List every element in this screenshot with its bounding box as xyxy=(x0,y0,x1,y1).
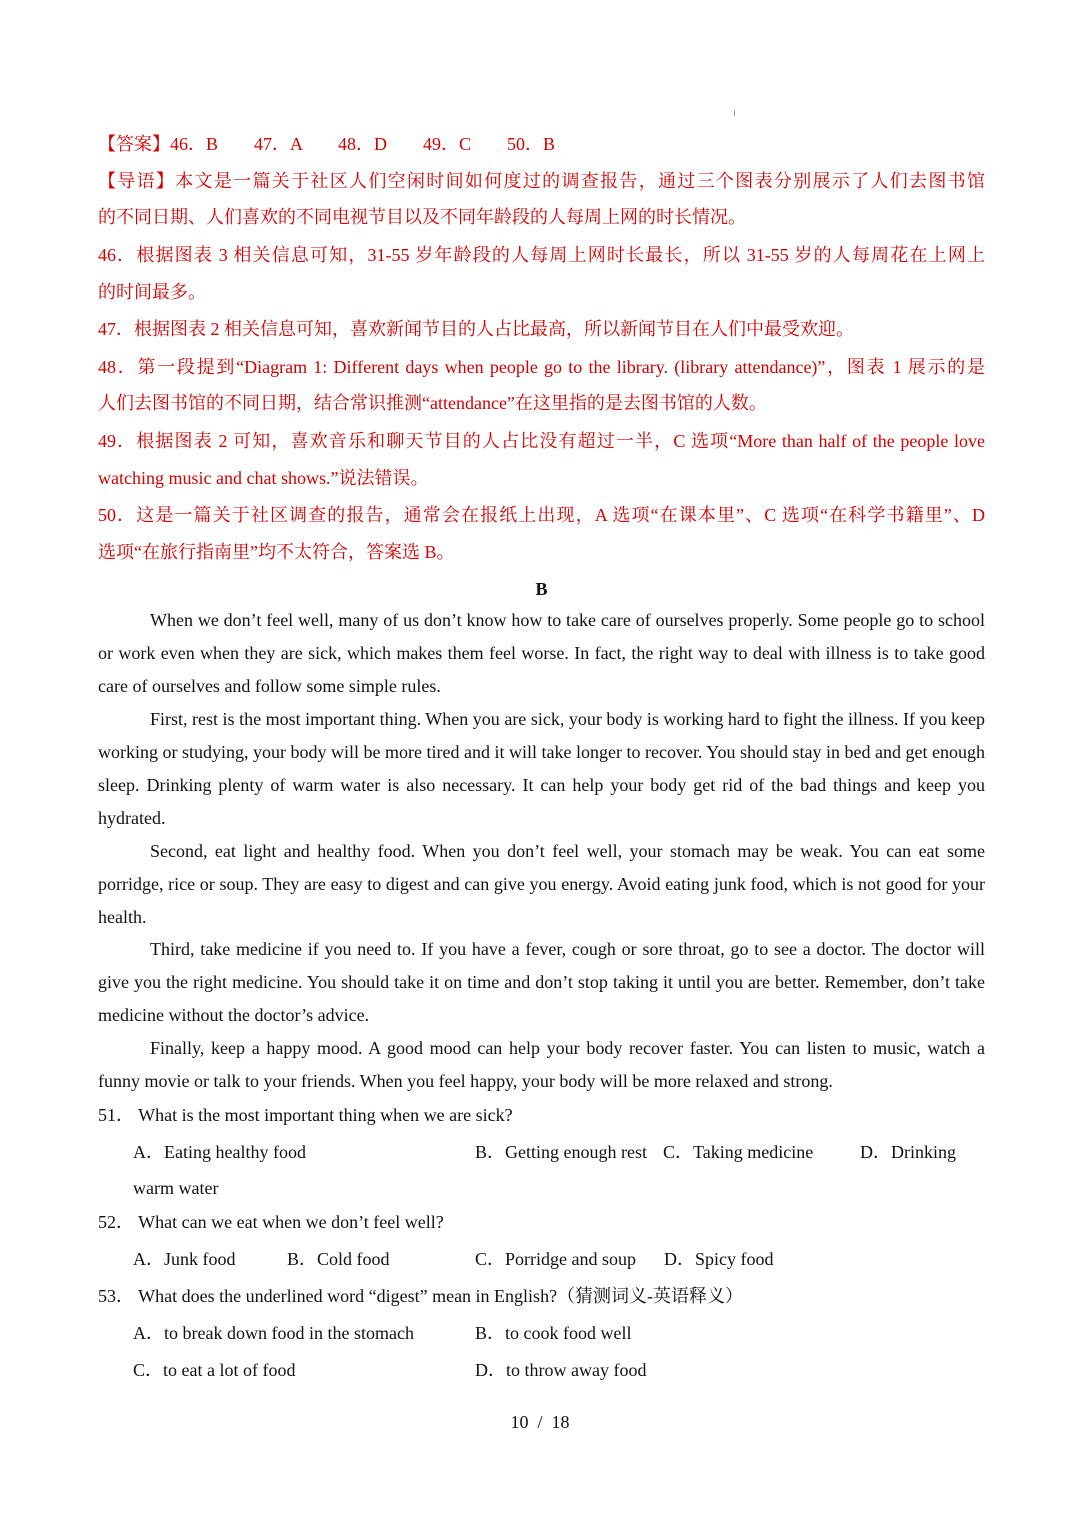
passage-paragraph-2-text: First, rest is the most important thing. When you are sick, your body is working hard to fight the illness. If you keep working or studying, your body will be more tired and it will take longer to recover. You should stay in bed and get enough sleep. Drinking plenty of warm water is also necessary. It can help your body get rid of the bad things and keep you hydrated. xyxy=(98,709,985,828)
explanation-46-line-1: 46．根据图表 3 相关信息可知，31-55 岁年龄段的人每周上网时长最长，所以 31-55 岁的人每周花在上网上 xyxy=(98,245,985,265)
guide-line-2: 的不同日期、人们喜欢的不同电视节目以及不同年龄段的人每周上网的时长情况。 xyxy=(98,207,746,227)
question-52: 52． What can we eat when we don’t feel well? xyxy=(98,1212,444,1232)
scan-mark xyxy=(734,110,735,116)
question-51-option-d-continued: warm water xyxy=(133,1178,219,1198)
passage-paragraph-4-text: Third, take medicine if you need to. If you have a fever, cough or sore throat, go to see a doctor. The doctor will give you the right medicine. You should take it on time and don’t stop taking it until you are better. Remember, don’t take medicine without the doctor’s advice. xyxy=(98,939,985,1025)
passage-paragraph-3 xyxy=(98,835,985,934)
explanation-48-line-1: 48．第一段提到“Diagram 1: Different days when people go to the library. (library attendance)”，图表 1 展示的是 xyxy=(98,357,985,377)
answer-line: 【答案】46．B 47．A 48．D 49．C 50．B xyxy=(98,134,556,154)
question-52-option-a: A．Junk food xyxy=(133,1249,236,1269)
passage-paragraph-5 xyxy=(98,1032,985,1098)
explanation-49-line-1: 49．根据图表 2 可知，喜欢音乐和聊天节目的人占比没有超过一半，C 选项“More than half of the people love xyxy=(98,431,985,451)
question-53-option-b: B．to cook food well xyxy=(475,1323,632,1343)
explanation-48-line-2: 人们去图书馆的不同日期，结合常识推测“attendance”在这里指的是去图书馆的人数。 xyxy=(98,393,767,413)
question-53: 53． What does the underlined word “digest” mean in English?（猜测词义-英语释义） xyxy=(98,1286,744,1306)
explanation-46-line-2: 的时间最多。 xyxy=(98,282,206,302)
question-53-option-a: A．to break down food in the stomach xyxy=(133,1323,414,1343)
question-51-option-c: C．Taking medicine xyxy=(663,1142,814,1162)
explanation-47: 47．根据图表 2 相关信息可知，喜欢新闻节目的人占比最高，所以新闻节目在人们中最受欢迎。 xyxy=(98,319,854,339)
passage-paragraph-1-text: When we don’t feel well, many of us don’t know how to take care of ourselves properly. Some people go to school or work even when they are sick, which makes them feel worse. In fact, the right way to deal with illness is to take good care of ourselves and follow some simple rules. xyxy=(98,610,985,696)
passage-paragraph-5-text: Finally, keep a happy mood. A good mood can help your body recover faster. You can listen to music, watch a funny movie or talk to your friends. When you feel happy, your body will be more relaxed and strong. xyxy=(98,1038,985,1091)
passage-paragraph-3-text: Second, eat light and healthy food. When you don’t feel well, your stomach may be weak. You can eat some porridge, rice or soup. They are easy to digest and can give you energy. Avoid eating junk food, which is not good for your health. xyxy=(98,841,985,927)
question-52-option-b: B．Cold food xyxy=(287,1249,390,1269)
passage-paragraph-1 xyxy=(98,604,985,703)
question-52-option-d: D．Spicy food xyxy=(664,1249,774,1269)
question-53-option-c: C．to eat a lot of food xyxy=(133,1360,296,1380)
explanation-50-line-2: 选项“在旅行指南里”均不太符合，答案选 B。 xyxy=(98,542,455,562)
guide-line-1: 【导语】本文是一篇关于社区人们空闲时间如何度过的调查报告，通过三个图表分别展示了人们去图书馆 xyxy=(98,171,985,191)
question-52-option-c: C．Porridge and soup xyxy=(475,1249,636,1269)
passage-paragraph-2 xyxy=(98,703,985,835)
section-title: B xyxy=(535,579,548,599)
passage-paragraph-4 xyxy=(98,933,985,1032)
question-53-option-d: D．to throw away food xyxy=(475,1360,647,1380)
explanation-49-line-2: watching music and chat shows.”说法错误。 xyxy=(98,468,429,488)
explanation-50-line-1: 50．这是一篇关于社区调查的报告，通常会在报纸上出现，A 选项“在课本里”、C 选项“在科学书籍里”、D xyxy=(98,505,985,525)
question-51-option-b: B．Getting enough rest xyxy=(475,1142,647,1162)
question-51-option-a: A．Eating healthy food xyxy=(133,1142,306,1162)
question-51-option-d: D．Drinking xyxy=(860,1142,956,1162)
question-51: 51． What is the most important thing when we are sick? xyxy=(98,1105,513,1125)
page-number: 10 / 18 xyxy=(510,1412,570,1432)
